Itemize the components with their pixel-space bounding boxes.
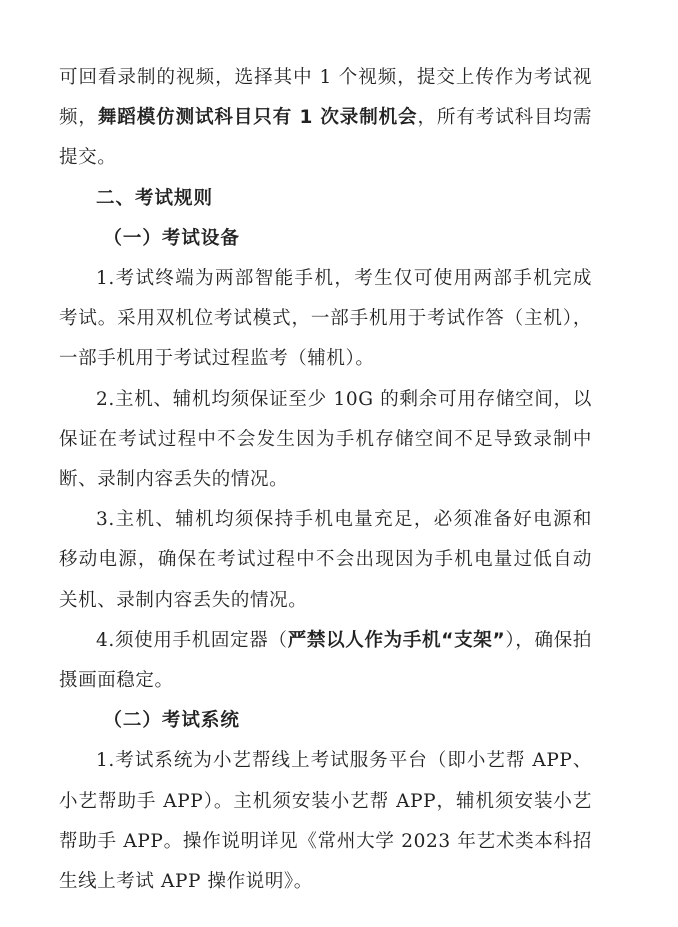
intro-text-1: 可回看录制的视频，选择其中 1 个视频，提交上传作为考试视频， [59, 67, 592, 129]
system-item-1: 1.考试系统为小艺帮线上考试服务平台（即小艺帮 APP、小艺帮助手 APP）。主机须安装小艺帮 APP，辅机须安装小艺帮助手 APP。操作说明详见《常州大学 2023 年艺术类本科招生线上考试 APP 操作说明》。 [59, 750, 592, 893]
section-heading-exam-rules: 二、考试规则 [96, 187, 214, 209]
intro-bold-notice: 舞蹈模仿测试科目只有 1 次录制机会 [97, 107, 418, 129]
equipment-item-3: 3.主机、辅机均须保持手机电量充足，必须准备好电源和移动电源，确保在考试过程中不会出现因为手机电量过低自动关机、录制内容丢失的情况。 [59, 509, 592, 611]
item-4-text-1: 4.须使用手机固定器（ [96, 629, 288, 651]
equipment-item-2: 2.主机、辅机均须保证至少 10G 的剩余可用存储空间，以保证在考试过程中不会发生因为手机存储空间不足导致录制中断、录制内容丢失的情况。 [59, 388, 592, 491]
item-4-bold-warning: 严禁以人作为手机“支架” [287, 629, 506, 651]
intro-paragraph [59, 58, 592, 179]
intro-text-2: ，所有考试科目均需提交。 [59, 107, 593, 169]
document-page [59, 58, 592, 902]
item-4-text-2: ），确保拍摄画面稳定。 [59, 629, 592, 692]
equipment-item-1: 1.考试终端为两部智能手机，考生仅可使用两部手机完成考试。采用双机位考试模式，一部手机用于考试作答（主机），一部手机用于考试过程监考（辅机）。 [59, 268, 592, 370]
subsection-heading-exam-equipment: （一）考试设备 [103, 227, 240, 249]
equipment-item-4 [59, 621, 592, 701]
subsection-heading-exam-system: （二）考试系统 [103, 710, 240, 732]
